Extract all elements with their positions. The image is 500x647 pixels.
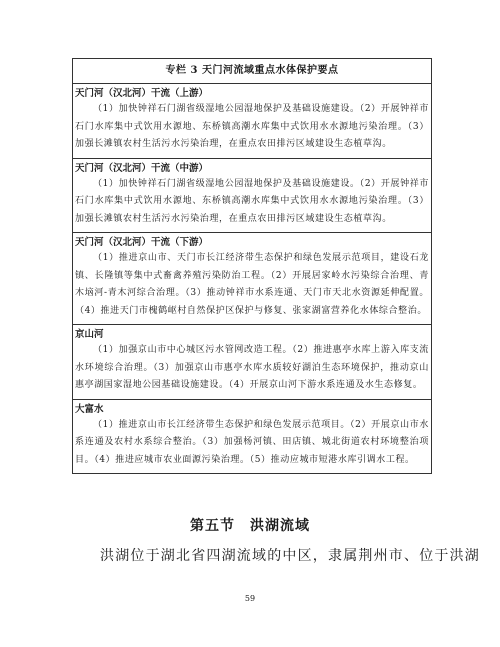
section-heading: 第五节 洪湖流域 — [190, 518, 310, 534]
section-upper-reach — [73, 84, 431, 159]
section-middle-reach — [73, 159, 431, 234]
topic-box — [72, 58, 432, 474]
section-text: （1）加快钟祥石门湖省级湿地公园湿地保护及基础设施建设。（2）开展钟祥市石门水库集中式饮用水源地、东桥镇高潮水库集中式饮用水水源地污染治理。（3）加强长滩镇农村生活污水污染治理，在重点农田排污区域建设生态植草沟。 — [75, 104, 429, 149]
section-title: 京山河 — [75, 329, 104, 340]
section-title: 天门河（汉北河）干流（上游） — [75, 88, 209, 99]
page-number: 59 — [244, 594, 256, 603]
section-lower-reach — [73, 233, 431, 325]
section-text: （1）加快钟祥石门湖省级湿地公园湿地保护及基础设施建设。（2）开展钟祥市石门水库集中式饮用水源地、东桥镇高潮水库集中式饮用水水源地污染治理。（3）加强长滩镇农村生活污水污染治理，在重点农田排污区域建设生态植草沟。 — [75, 178, 429, 224]
topic-box-title: 专栏 3 天门河流域重点水体保护要点 — [73, 59, 431, 84]
section-text: （1）推进京山市、天门市长江经济带生态保护和绿色发展示范项目，建设石龙镇、长隆镇等集中式畜禽养殖污染防治工程。（2）开展居家岭水污染综合治理、青木垴河-青木河综合治理。（3）推动钟祥市水系连通、天门市天北水资源延伸配置。（4）推进天门市槐鹤岖村自然保护区保护与修复、张家湖富营养化水体综合整治。 — [75, 253, 429, 316]
section-title: 大富水 — [75, 403, 104, 415]
section-text: （1）推进京山市长江经济带生态保护和绿色发展示范项目。（2）开展京山市水系连通及农村水系综合整治。（3）加强杨河镇、田店镇、城北街道农村环境整治项目。（4）推进应城市农业面源污染治理。（5）推动应城市短港水库引调水工程。 — [75, 419, 429, 465]
section-title: 天门河（汉北河）干流（中游） — [75, 162, 209, 174]
section-title: 天门河（汉北河）干流（下游） — [75, 237, 209, 248]
section-dafu-river — [73, 400, 431, 474]
section-jingshan-river — [73, 325, 431, 400]
section-text: （1）加强京山市中心城区污水管网改造工程。（2）推进惠亭水库上游入库支流水环境综合治理。（3）加强京山市惠亭水库水质较好湖泊生态环境保护，推动京山惠亭湖国家湿地公园基础设施建设。（4）开展京山河下游水系连通及水生态修复。 — [75, 345, 429, 390]
body-paragraph: 洪湖位于湖北省四湖流域的中区，隶属荆州市、位于洪湖 — [100, 548, 480, 564]
